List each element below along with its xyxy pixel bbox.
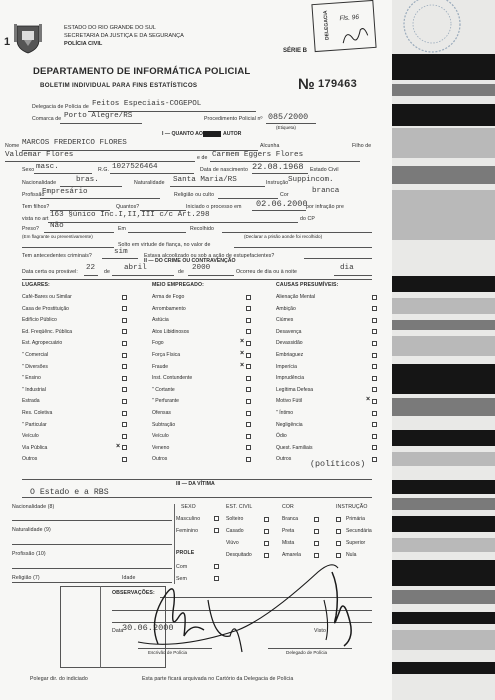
lugar-option-checkbox[interactable] <box>122 445 127 450</box>
meio-option-checkbox[interactable] <box>246 387 251 392</box>
lugar-option-checkbox[interactable] <box>122 341 127 346</box>
lugar-option-checkbox[interactable] <box>122 306 127 311</box>
scan-band <box>392 538 495 552</box>
causa-option-checkbox[interactable] <box>372 399 377 404</box>
causa-option-checkbox[interactable] <box>372 434 377 439</box>
lugar-option-checkbox[interactable] <box>122 411 127 416</box>
preso-label: Preso? <box>22 226 40 232</box>
crime-day-value: 22 <box>86 264 96 272</box>
department-title: DEPARTAMENTO DE INFORMÁTICA POLICIAL <box>33 66 251 77</box>
quantos-label: Quantos? <box>116 204 140 210</box>
causa-option-label: Legítima Defesa <box>276 386 314 393</box>
prole-sem-label: Sem <box>176 576 187 582</box>
causa-option-checkbox[interactable] <box>372 318 377 323</box>
rg-label: R.G. <box>98 167 110 173</box>
lugar-option-checkbox[interactable] <box>122 457 127 462</box>
causa-option-checkbox[interactable] <box>372 306 377 311</box>
scan-band <box>392 612 495 624</box>
org-line-3: POLÍCIA CIVIL <box>64 41 103 47</box>
periodo-line <box>334 275 372 276</box>
preso-value: Não <box>50 222 64 230</box>
filhos-label: Tem filhos? <box>22 204 50 210</box>
scan-band <box>392 364 495 394</box>
instrucao-option-label: Secundária <box>346 528 372 534</box>
meio-option-label: Veículo <box>152 433 169 440</box>
antecedentes-label: Tem antecedentes criminais? <box>22 253 92 259</box>
meio-option-label: Fogo <box>152 340 164 347</box>
causa-option-label: " Íntimo <box>276 410 294 416</box>
nome-label: Nome <box>5 143 20 149</box>
instrucao-option-label: Superior <box>346 540 366 546</box>
cor-label: Cor <box>280 192 289 198</box>
meio-option-label: " Cortante <box>152 386 175 393</box>
causa-option-label: Devassidão <box>276 340 303 347</box>
serie-label: SÉRIE B <box>283 48 308 54</box>
crime-year-line <box>188 275 234 276</box>
instrucao-value: Suppincom. <box>288 176 334 184</box>
em-label: Em <box>118 226 126 232</box>
mae-value: Carmem Eggers Flores <box>212 151 304 159</box>
estado-civil-option-label: Desquitado <box>226 552 252 558</box>
causa-option-checkbox[interactable] <box>372 387 377 392</box>
section-1-title-end: AUTOR <box>223 131 242 137</box>
data-value: 30.06.2000 <box>122 623 174 633</box>
meio-option-checkbox[interactable] <box>246 399 251 404</box>
scan-band <box>392 560 495 586</box>
scan-band <box>392 84 495 96</box>
crime-month-value: abril <box>124 264 147 272</box>
estado-civil-option-checkbox[interactable] <box>264 541 269 546</box>
causa-option-label: Negligência <box>276 421 303 428</box>
meio-option-label: Força Física <box>152 352 181 358</box>
rg-line <box>110 173 194 174</box>
stamp-text: DELEGACIA <box>322 10 331 41</box>
iniciado-line <box>252 210 306 211</box>
lugar-option-checkbox[interactable] <box>122 434 127 439</box>
scan-band <box>392 190 495 240</box>
causa-option-checkbox[interactable] <box>372 445 377 450</box>
meio-option-checkbox[interactable] <box>246 353 251 358</box>
cor-option-checkbox[interactable] <box>314 553 319 558</box>
scan-band <box>392 590 495 604</box>
signatures-scribble-icon <box>118 560 378 670</box>
causa-checked-mark: × <box>366 396 371 404</box>
org-line-2: SECRETARIA DA JUSTIÇA E DA SEGURANÇA <box>64 33 184 39</box>
vitima-nome-line <box>22 497 372 498</box>
cp-label: do CP <box>300 216 315 222</box>
lugar-checked-mark: × <box>116 442 121 450</box>
instrucao-title: INSTRUÇÃO <box>336 504 368 510</box>
alcoolizado-label: Estava alcoolizado ou sob a ação de estupefacientes? <box>144 253 275 259</box>
profissao-line <box>40 198 160 199</box>
lugar-option-label: Café-Bares ou Similar <box>22 294 72 300</box>
filho-label: Filho de <box>352 143 372 149</box>
scan-band <box>392 166 495 184</box>
crime-day-line <box>84 275 98 276</box>
naturalidade-value: Santa Maria/RS <box>173 176 237 184</box>
cor-option-label: Branca <box>282 516 299 522</box>
vitima-religiao-label: Religião (7) <box>12 575 40 581</box>
vista-label: vista no art <box>22 216 49 222</box>
solto-line-left <box>22 247 114 248</box>
estado-civil-option-label: Casado <box>226 528 244 534</box>
vitima-nacionalidade-line <box>12 520 172 521</box>
cor-value: branca <box>312 187 340 195</box>
scan-band <box>392 320 495 330</box>
lugar-option-label: Casa de Prostituição <box>22 305 70 312</box>
sexo-title: SEXO <box>181 504 196 510</box>
observacoes-label: OBSERVAÇÕES: <box>112 590 155 596</box>
scan-band <box>392 630 495 650</box>
em-line <box>128 232 186 233</box>
polegar-label: Polegar dir. do indiciado <box>30 676 88 682</box>
cor-option-checkbox[interactable] <box>314 541 319 546</box>
nacionalidade-value: bras. <box>76 176 99 184</box>
meio-option-label: Veneno <box>152 444 170 451</box>
alcunha-label: Alcunha <box>260 143 280 149</box>
sexo-masculino-checkbox[interactable] <box>214 516 219 521</box>
cor-title: COR <box>282 504 294 510</box>
meio-option-label: " Perfurante <box>152 398 180 405</box>
estado-civil-option-checkbox[interactable] <box>264 517 269 522</box>
state-coat-of-arms-icon <box>14 22 42 54</box>
preso-line <box>44 232 114 233</box>
comarca-label: Comarca de <box>32 116 62 122</box>
causa-option-label: Imperícia <box>276 363 297 370</box>
lugar-option-checkbox[interactable] <box>122 329 127 334</box>
solto-label: Solto em virtude de fiança, no valor de <box>118 242 211 248</box>
profissao-label: Profissão <box>22 192 45 198</box>
cor-option-label: Mista <box>282 540 295 546</box>
lugar-option-label: " Ensino <box>22 375 41 382</box>
meio-option-checkbox[interactable] <box>246 318 251 323</box>
causa-option-checkbox[interactable] <box>372 422 377 427</box>
estado-civil-option-label: Solteiro <box>226 516 244 522</box>
cor-option-checkbox[interactable] <box>314 529 319 534</box>
causa-option-label: Alienação Mental <box>276 294 316 300</box>
instrucao-option-label: Primária <box>346 516 365 522</box>
cor-option-checkbox[interactable] <box>314 517 319 522</box>
pai-value: Valdemar Flores <box>5 151 74 159</box>
causa-option-checkbox[interactable] <box>372 295 377 300</box>
ocorreu-label: Ocorreu de dia ou à noite <box>236 269 298 275</box>
causa-option-label: Desavença <box>276 328 302 335</box>
bulletin-subtitle: BOLETIM INDIVIDUAL PARA FINS ESTATÍSTICOS <box>40 82 198 89</box>
recolhido-line <box>222 232 372 233</box>
causa-option-label: Outros <box>276 456 292 463</box>
stamp-initials-signature-icon <box>340 23 371 47</box>
infracao-label: por infração pre <box>306 204 344 210</box>
vitima-naturalidade-label: Naturalidade (9) <box>12 527 51 533</box>
meio-option-checkbox[interactable] <box>246 306 251 311</box>
lugar-option-label: Via Pública <box>22 444 48 451</box>
data-label: Data <box>112 628 124 634</box>
data-certa-label: Data certa ou provável: <box>22 269 78 275</box>
meio-option-label: Ofensas <box>152 410 171 416</box>
meio-option-label: Fraude <box>152 363 169 370</box>
estado-civil-label: Estado Civil <box>310 167 339 173</box>
meio-option-label: Subtração <box>152 421 176 428</box>
delegacia-value: Feitos Especiais-COGEPOL <box>92 100 202 108</box>
lugar-option-label: Ed. Freqüênc. Pública <box>22 328 73 335</box>
naturalidade-line <box>170 186 265 187</box>
nacionalidade-label: Nacionalidade <box>22 180 57 186</box>
prole-com-label: Com <box>176 564 188 570</box>
cor-option-label: Preta <box>282 528 295 534</box>
estado-civil-title: EST. CIVIL <box>226 504 253 510</box>
meio-option-checkbox[interactable] <box>246 295 251 300</box>
cor-option-label: Amarela <box>282 552 301 558</box>
meio-option-checkbox[interactable] <box>246 422 251 427</box>
e-de-label: e de <box>197 155 208 161</box>
comarca-value: Porto Alegre/RS <box>64 112 133 120</box>
footer-divider <box>100 586 101 668</box>
causa-option-checkbox[interactable] <box>372 341 377 346</box>
delegacia-stamp <box>311 0 376 52</box>
meio-option-checkbox[interactable] <box>246 445 251 450</box>
estado-civil-option-checkbox[interactable] <box>264 553 269 558</box>
scan-band <box>392 398 495 416</box>
rg-value: 1027526464 <box>112 163 158 171</box>
lugar-option-label: Edifício Público <box>22 317 57 324</box>
lugar-option-checkbox[interactable] <box>122 399 127 404</box>
de-label-1: de <box>104 269 110 275</box>
meio-checked-mark: × <box>240 361 245 369</box>
lugar-option-checkbox[interactable] <box>122 353 127 358</box>
scan-band <box>392 54 495 80</box>
lugar-option-label: Veículo <box>22 433 39 440</box>
lugar-option-checkbox[interactable] <box>122 376 127 381</box>
sexo-feminino-checkbox[interactable] <box>214 528 219 533</box>
meio-option-label: Astúcia <box>152 317 169 324</box>
iniciado-value: 02.06.2000 <box>256 199 308 209</box>
causa-option-label: Ambição <box>276 305 296 312</box>
crime-month-line <box>112 275 174 276</box>
meio-checked-mark: × <box>240 338 245 346</box>
meio-option-checkbox[interactable] <box>246 434 251 439</box>
section-2-divider <box>22 279 372 280</box>
alcoolizado-line <box>304 258 372 259</box>
causa-option-checkbox[interactable] <box>372 376 377 381</box>
instrucao-option-checkbox[interactable] <box>336 517 341 522</box>
meio-option-label: Arma de Fogo <box>152 294 185 300</box>
causas-title: CAUSAS PRESUMÍVEIS: <box>276 282 339 288</box>
stamp-folio: Fls. 96 <box>339 13 360 23</box>
etiqueta-note: (Etiqueta) <box>276 125 296 130</box>
periodo-value: dia <box>340 264 354 272</box>
de-label-2: de <box>178 269 184 275</box>
scan-band <box>392 516 495 532</box>
flagrante-note: (Em flagrante ou preventivamente) <box>22 234 93 239</box>
scan-band <box>392 480 495 494</box>
meio-option-checkbox[interactable] <box>246 457 251 462</box>
sexo-line <box>34 173 92 174</box>
meio-option-label: Inst. Contundente <box>152 375 193 382</box>
scan-band <box>392 298 495 314</box>
instrucao-option-checkbox[interactable] <box>336 553 341 558</box>
vista-line <box>48 222 298 223</box>
section-3-divider <box>22 479 372 480</box>
meio-title: MEIO EMPREGADO: <box>152 282 204 288</box>
org-line-1: ESTADO DO RIO GRANDE DO SUL <box>64 25 156 31</box>
lugar-option-checkbox[interactable] <box>122 295 127 300</box>
crime-year-value: 2000 <box>192 264 211 272</box>
lugares-title: LUGARES: <box>22 282 50 288</box>
vitima-nome-value: O Estado e a RBS <box>30 488 109 497</box>
iniciado-label: Iniciado o processo em <box>186 204 242 210</box>
comarca-line <box>60 123 142 124</box>
vista-value: 163 §único Inc.I,II,III c/c Art.298 <box>50 211 210 219</box>
causa-option-label: Motivo Fútil <box>276 398 303 405</box>
instrucao-option-checkbox[interactable] <box>336 541 341 546</box>
scan-band <box>392 336 495 356</box>
section-2-title: II — DO CRIME OU CONTRAVENÇÃO <box>144 258 236 264</box>
lugar-option-label: " Industrial <box>22 386 46 393</box>
causa-option-checkbox[interactable] <box>372 364 377 369</box>
causa-option-label: Ódio <box>276 433 287 440</box>
lugar-option-label: " Particular <box>22 421 47 428</box>
vitima-nacionalidade-label: Nacionalidade (8) <box>12 504 55 510</box>
causa-option-checkbox[interactable] <box>372 329 377 334</box>
nascimento-label: Data de nascimento <box>200 167 248 173</box>
escrivao-label: Escrivão de Polícia <box>148 650 188 655</box>
naturalidade-label: Naturalidade <box>134 180 165 186</box>
vitima-idade-label: Idade <box>122 575 136 581</box>
causa-option-label: Embriaguez <box>276 352 304 358</box>
recolhido-label: Recolhido <box>190 226 214 232</box>
side-number: 1 <box>4 36 11 48</box>
causa-option-checkbox[interactable] <box>372 353 377 358</box>
lugar-option-label: " Comercial <box>22 352 49 358</box>
lugar-option-label: " Diversões <box>22 363 48 370</box>
procedimento-value: 085/2000 <box>268 112 309 122</box>
instrucao-option-checkbox[interactable] <box>336 529 341 534</box>
scan-band <box>392 452 495 466</box>
section-3-title: III — DA VÍTIMA <box>176 481 215 487</box>
procedimento-line <box>266 123 316 124</box>
scan-band <box>392 662 495 674</box>
lugar-option-checkbox[interactable] <box>122 364 127 369</box>
causa-option-label: Imprudência <box>276 375 305 382</box>
round-stamp-icon <box>392 0 495 62</box>
arquivo-note: Esta parte ficará arquivada no Cartório da Delegacia de Polícia <box>142 676 294 682</box>
nacionalidade-line <box>60 186 122 187</box>
meio-option-label: Outros <box>152 456 168 463</box>
scan-band <box>392 430 495 446</box>
instrucao-label: Instrução <box>266 180 289 186</box>
profissao-value: Empresário <box>42 188 88 196</box>
causa-option-label: Quest. Familiais <box>276 444 313 451</box>
lugar-option-label: Estrada <box>22 398 40 405</box>
sexo-value: masc. <box>36 163 59 171</box>
lugar-option-label: Est. Agropecuário <box>22 340 63 347</box>
section-1-title: I — QUANTO AO <box>162 131 203 137</box>
form-number: 179463 <box>318 78 358 90</box>
meio-option-checkbox[interactable] <box>246 376 251 381</box>
lugar-option-checkbox[interactable] <box>122 422 127 427</box>
instrucao-option-label: Nula <box>346 552 357 558</box>
causa-option-checkbox[interactable] <box>372 457 377 462</box>
lugar-option-checkbox[interactable] <box>122 318 127 323</box>
scanned-noise-strip <box>392 0 495 700</box>
vitima-naturalidade-line <box>12 544 172 545</box>
vitima-profissao-label: Profissão (10) <box>12 551 46 557</box>
sexo-label: Sexo <box>22 167 35 173</box>
meio-option-checkbox[interactable] <box>246 364 251 369</box>
lugar-option-label: Res. Coletiva <box>22 410 53 416</box>
solto-line-right <box>234 247 372 248</box>
scan-band <box>392 276 495 292</box>
meio-option-checkbox[interactable] <box>246 329 251 334</box>
delegacia-label: Delegacia de Polícia de <box>32 104 89 110</box>
meio-option-checkbox[interactable] <box>246 411 251 416</box>
causa-option-checkbox[interactable] <box>372 411 377 416</box>
lugar-option-checkbox[interactable] <box>122 387 127 392</box>
meio-option-label: Atos Libidinosos <box>152 328 190 335</box>
prole-title: PROLE <box>176 550 195 556</box>
nascimento-value: 22.08.1968 <box>252 162 304 172</box>
causa-option-label: Ciúmes <box>276 317 294 324</box>
sexo-masculino-label: Masculino <box>176 516 201 522</box>
religiao-label: Religião ou culto <box>174 192 215 198</box>
scan-band <box>392 128 495 158</box>
number-prefix: № <box>298 76 315 93</box>
antecedentes-value: sim <box>114 248 128 256</box>
meio-option-checkbox[interactable] <box>246 341 251 346</box>
lugar-option-label: Outros <box>22 456 38 463</box>
meio-checked-mark: × <box>240 350 245 357</box>
redaction-bar <box>203 131 221 137</box>
nascimento-line <box>252 173 308 174</box>
causa-outros-note: (políticos) <box>310 459 366 469</box>
delegado-label: Delegado de Polícia <box>286 650 328 655</box>
scan-band <box>392 498 495 510</box>
scan-band <box>392 104 495 126</box>
visto-label: Visto <box>314 628 326 634</box>
estado-civil-option-label: Viúvo <box>226 540 239 546</box>
antecedentes-line <box>102 258 138 259</box>
declarar-note: (Declarar a prisão aonde foi recolhido) <box>244 234 323 239</box>
meio-option-label: Arrombamento <box>152 305 186 312</box>
estado-civil-option-checkbox[interactable] <box>264 529 269 534</box>
nome-value: MARCOS FREDERICO FLORES <box>22 139 127 147</box>
pai-line <box>5 161 195 162</box>
procedimento-label: Procedimento Policial nº <box>204 116 263 122</box>
sexo-feminino-label: Feminino <box>176 528 199 534</box>
